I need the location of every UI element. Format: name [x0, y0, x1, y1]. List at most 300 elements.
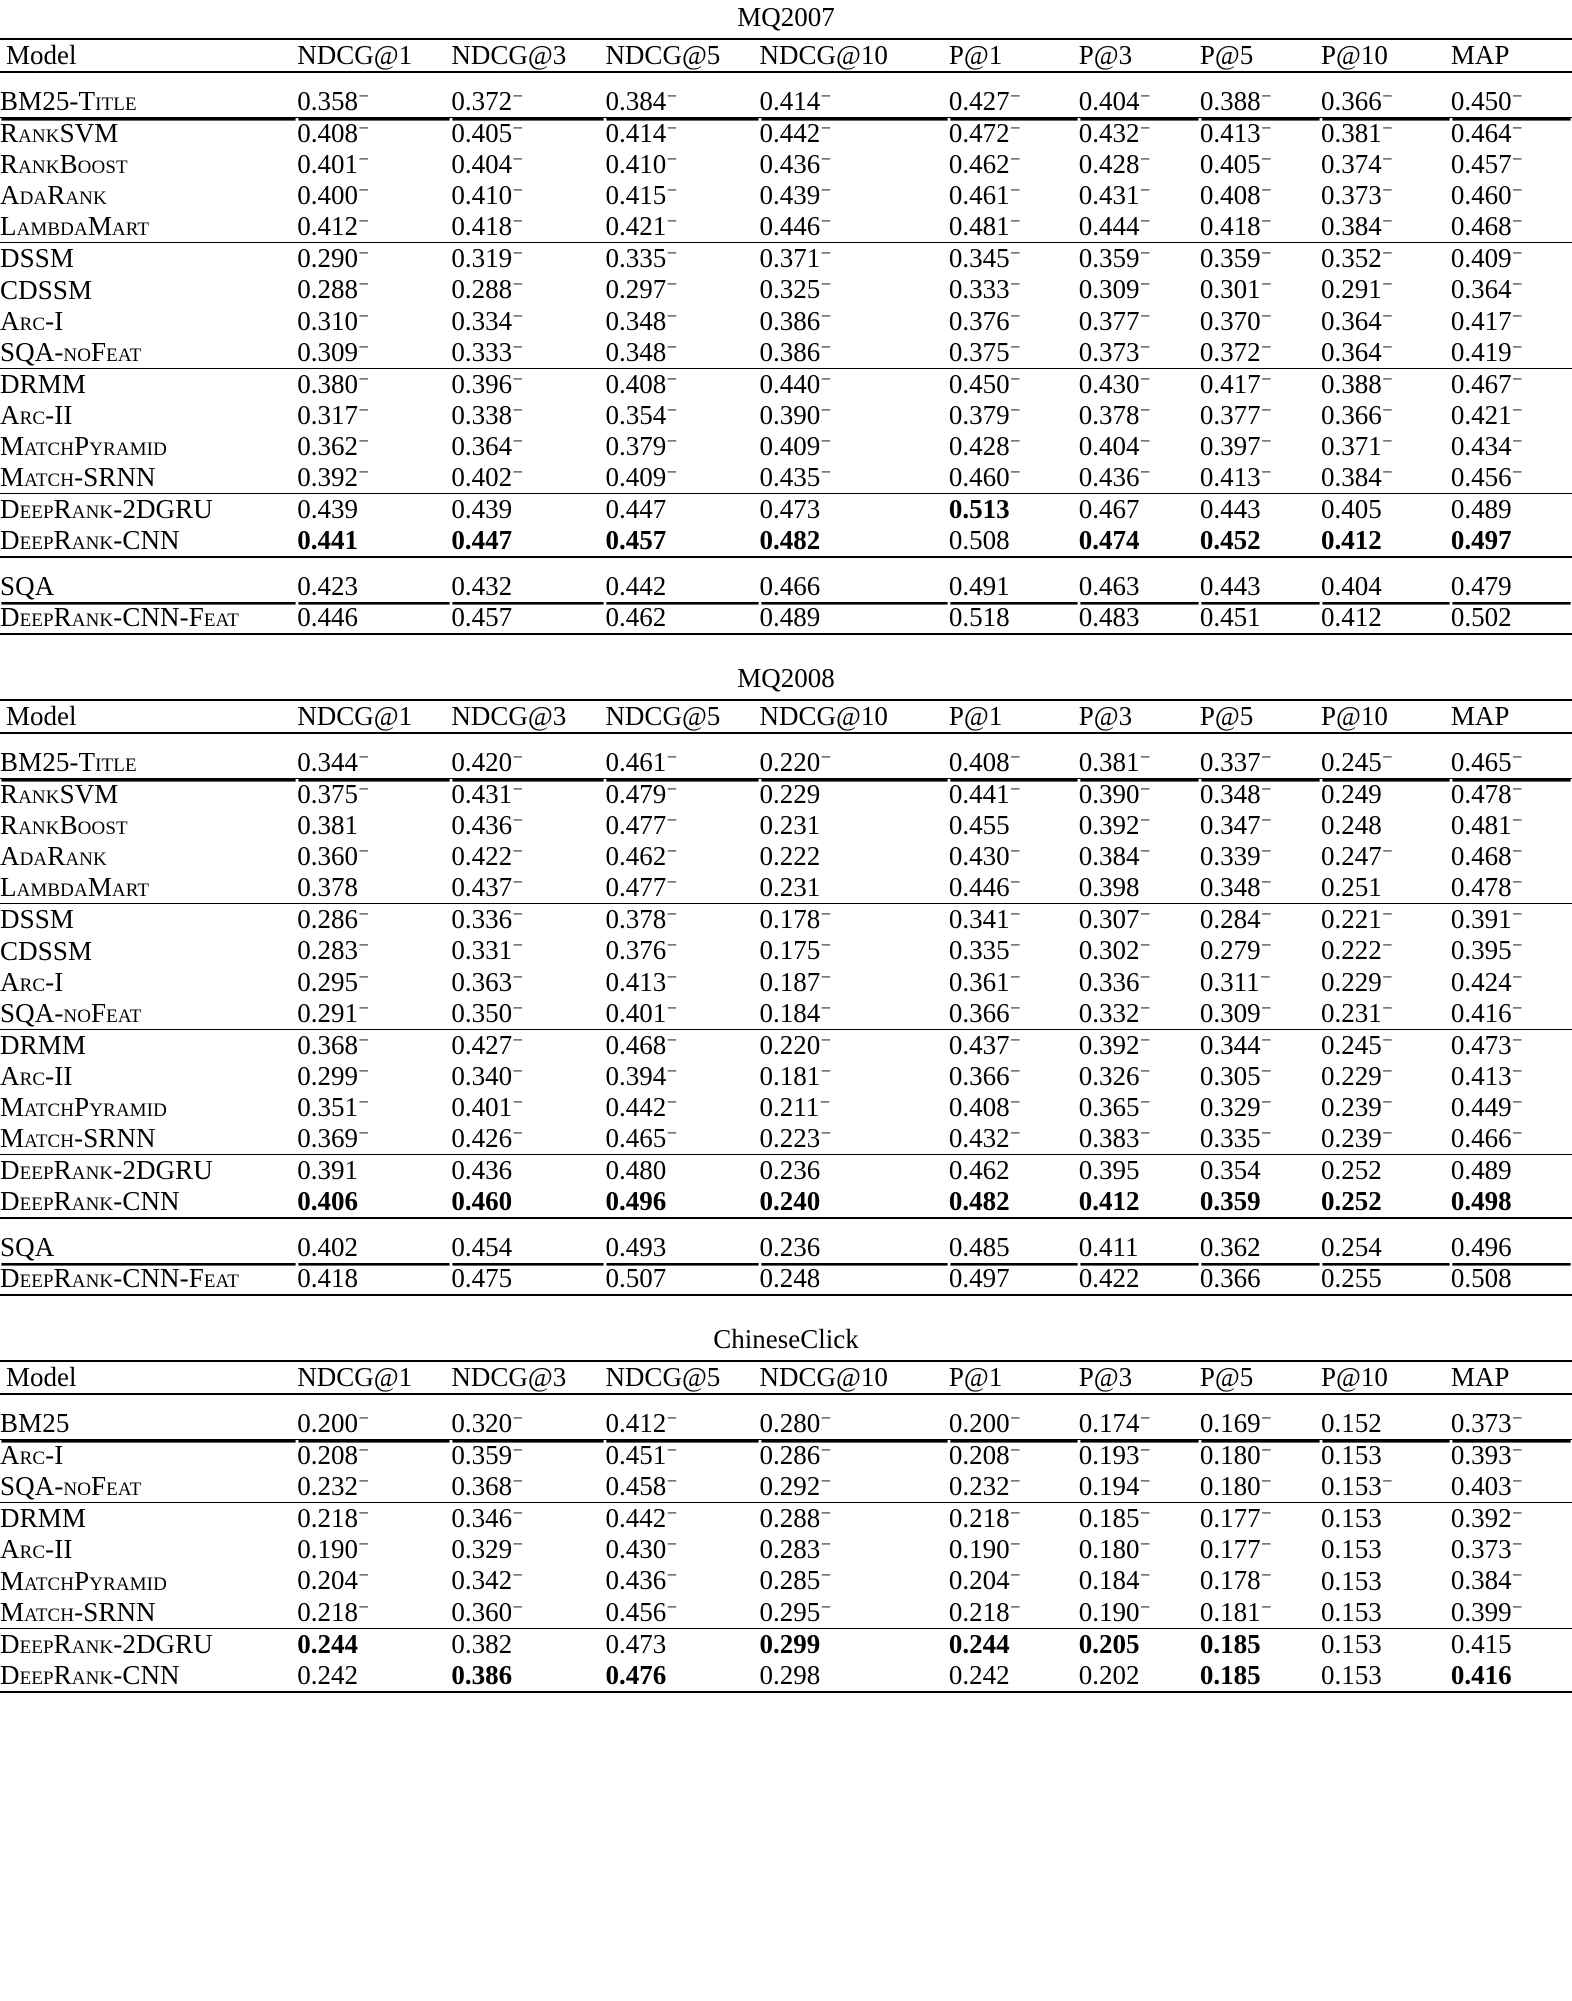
significance-minus-marker: −	[820, 966, 832, 987]
model-name-cell: SQA-noFeat	[0, 1471, 142, 1502]
metric-cell: 0.386	[451, 1659, 513, 1690]
metric-cell: 0.457−	[1450, 149, 1523, 180]
significance-minus-marker: −	[666, 243, 678, 264]
metric-cell: 0.354−	[605, 399, 678, 430]
table-row	[0, 779, 1572, 811]
significance-minus-marker: −	[1140, 997, 1151, 1018]
metric-cell: 0.475	[451, 1263, 513, 1294]
metric-cell: 0.513	[949, 494, 1079, 526]
table-row	[0, 337, 1572, 369]
column-header-model: Model	[0, 700, 297, 733]
metric-cell: 0.208−	[297, 1440, 451, 1472]
significance-minus-marker: −	[1261, 461, 1272, 482]
metric-cell: 0.491	[949, 557, 1079, 602]
metric-cell: 0.457	[451, 602, 513, 633]
significance-minus-marker: −	[358, 211, 369, 232]
metric-cell: 0.428−	[1078, 149, 1151, 180]
significance-minus-marker: −	[512, 1471, 523, 1492]
significance-minus-marker: −	[512, 1060, 523, 1081]
metric-cell: 0.441	[297, 525, 358, 556]
metric-cell: 0.295−	[297, 966, 369, 997]
significance-minus-marker: −	[666, 1440, 678, 1461]
model-name-cell: SQA	[0, 1218, 297, 1263]
significance-minus-marker: −	[820, 1565, 832, 1586]
metric-cell: 0.426−	[451, 1122, 523, 1154]
significance-minus-marker: −	[358, 1565, 369, 1586]
metric-cell: 0.412	[1078, 1186, 1140, 1217]
significance-minus-marker: −	[358, 368, 369, 389]
significance-minus-marker: −	[512, 399, 523, 420]
significance-minus-marker: −	[512, 1408, 523, 1429]
significance-minus-marker: −	[1261, 747, 1272, 768]
metric-cell: 0.366−	[1320, 399, 1393, 430]
significance-minus-marker: −	[1010, 1503, 1021, 1524]
significance-minus-marker: −	[358, 1029, 369, 1050]
metric-cell: 0.307−	[1079, 904, 1200, 936]
significance-minus-marker: −	[1382, 243, 1393, 264]
significance-minus-marker: −	[1512, 336, 1523, 357]
significance-minus-marker: −	[820, 747, 832, 768]
significance-minus-marker: −	[1010, 1534, 1021, 1555]
significance-minus-marker: −	[1261, 841, 1272, 862]
significance-minus-marker: −	[358, 841, 369, 862]
significance-minus-marker: −	[1261, 336, 1272, 357]
significance-minus-marker: −	[666, 430, 678, 451]
significance-minus-marker: −	[666, 1060, 678, 1081]
metric-cell: 0.359−	[1079, 243, 1200, 275]
metric-cell: 0.220−	[760, 1029, 949, 1061]
metric-cell: 0.439−	[759, 180, 832, 211]
significance-minus-marker: −	[820, 904, 832, 925]
significance-minus-marker: −	[1140, 1091, 1151, 1112]
metric-cell: 0.373−	[1451, 1394, 1572, 1440]
metric-cell: 0.420−	[451, 733, 605, 779]
metric-cell: 0.185	[1199, 1659, 1261, 1690]
metric-cell: 0.409−	[759, 430, 832, 461]
metric-cell: 0.430−	[1079, 368, 1200, 400]
model-name-cell: DRMM	[0, 1503, 297, 1535]
significance-minus-marker: −	[1512, 872, 1523, 893]
metric-cell: 0.204−	[948, 1565, 1021, 1596]
metric-cell: 0.408−	[1199, 180, 1272, 211]
metric-cell: 0.372−	[451, 72, 605, 118]
metric-cell: 0.309−	[1078, 274, 1151, 305]
metric-cell: 0.397−	[1199, 430, 1272, 461]
significance-minus-marker: −	[1010, 966, 1021, 987]
significance-minus-marker: −	[358, 747, 369, 768]
metric-cell: 0.465−	[1451, 733, 1572, 779]
metric-cell: 0.421−	[605, 211, 678, 242]
significance-minus-marker: −	[1512, 1060, 1523, 1081]
significance-minus-marker: −	[1512, 118, 1523, 139]
model-name-cell: Arc-I	[0, 1440, 297, 1472]
metric-cell: 0.358−	[297, 72, 451, 118]
significance-minus-marker: −	[666, 461, 678, 482]
metric-cell: 0.242	[297, 1659, 358, 1690]
significance-minus-marker: −	[1140, 810, 1151, 831]
metric-cell: 0.288−	[297, 274, 369, 305]
metric-cell: 0.384−	[1320, 461, 1393, 493]
metric-cell: 0.476	[605, 1659, 667, 1690]
significance-minus-marker: −	[1382, 997, 1393, 1018]
metric-cell: 0.384−	[1078, 841, 1151, 872]
significance-minus-marker: −	[1261, 211, 1272, 232]
metric-cell: 0.466	[760, 557, 949, 602]
significance-minus-marker: −	[1140, 1565, 1151, 1586]
significance-minus-marker: −	[1010, 118, 1021, 139]
metric-cell: 0.222−	[1320, 935, 1393, 966]
metric-cell: 0.432−	[948, 1122, 1021, 1154]
column-header-p-3: P@3	[1079, 1361, 1200, 1394]
metric-cell: 0.380−	[297, 368, 451, 400]
metric-cell: 0.254	[1321, 1218, 1451, 1263]
metric-cell: 0.392−	[1079, 1029, 1200, 1061]
significance-minus-marker: −	[1261, 243, 1272, 264]
metric-cell: 0.405	[1321, 494, 1451, 526]
metric-cell: 0.415−	[605, 180, 678, 211]
metric-cell: 0.450−	[949, 368, 1079, 400]
significance-minus-marker: −	[1261, 904, 1272, 925]
table-row	[0, 1660, 1572, 1692]
significance-minus-marker: −	[358, 399, 369, 420]
metric-cell: 0.335−	[605, 243, 759, 275]
metric-cell: 0.339−	[1199, 841, 1272, 872]
metric-cell: 0.413−	[1450, 1060, 1523, 1091]
significance-minus-marker: −	[820, 1122, 832, 1143]
metric-cell: 0.468−	[1450, 211, 1523, 242]
metric-cell: 0.359	[1199, 1186, 1261, 1217]
metric-cell: 0.204−	[297, 1565, 369, 1596]
significance-minus-marker: −	[1512, 368, 1523, 389]
table-row	[0, 1597, 1572, 1629]
significance-minus-marker: −	[1512, 305, 1523, 326]
significance-minus-marker: −	[1010, 1091, 1021, 1112]
significance-minus-marker: −	[1140, 149, 1151, 170]
table-row	[0, 72, 1572, 118]
metric-cell: 0.221−	[1321, 904, 1451, 936]
model-name-cell: AdaRank	[0, 180, 107, 211]
table-row	[0, 1471, 1572, 1503]
significance-minus-marker: −	[358, 1122, 369, 1143]
significance-minus-marker: −	[1140, 1503, 1151, 1524]
significance-minus-marker: −	[820, 430, 832, 451]
significance-minus-marker: −	[512, 430, 523, 451]
table-row	[0, 998, 1572, 1030]
significance-minus-marker: −	[666, 1503, 678, 1524]
table-row	[0, 967, 1572, 998]
metric-cell: 0.200−	[949, 1394, 1079, 1440]
significance-minus-marker: −	[512, 1122, 523, 1143]
metric-cell: 0.468−	[605, 1029, 759, 1061]
metric-cell: 0.460−	[948, 461, 1021, 493]
metric-cell: 0.366	[1199, 1263, 1261, 1294]
metric-cell: 0.376−	[948, 305, 1021, 336]
metric-cell: 0.295−	[759, 1596, 832, 1627]
significance-minus-marker: −	[512, 180, 523, 201]
model-name-cell: Arc-II	[0, 399, 73, 430]
metric-cell: 0.489	[1451, 494, 1572, 526]
table-row	[0, 733, 1572, 779]
significance-minus-marker: −	[820, 461, 832, 482]
metric-cell: 0.478−	[1450, 872, 1523, 903]
model-name-cell: DSSM	[0, 904, 297, 936]
significance-minus-marker: −	[1010, 211, 1021, 232]
significance-minus-marker: −	[1140, 118, 1151, 139]
significance-minus-marker: −	[666, 368, 678, 389]
significance-minus-marker: −	[1261, 1440, 1272, 1461]
significance-minus-marker: −	[820, 274, 832, 295]
metric-cell: 0.489	[759, 602, 821, 633]
significance-minus-marker: −	[666, 336, 678, 357]
model-name-cell: DeepRank-CNN	[0, 1186, 180, 1217]
metric-cell: 0.435−	[759, 461, 832, 493]
model-name-cell: DeepRank-CNN	[0, 525, 180, 556]
metric-cell: 0.493	[605, 1218, 759, 1263]
metric-cell: 0.348−	[605, 336, 678, 367]
metric-cell: 0.309−	[1199, 997, 1272, 1028]
metric-cell: 0.404	[1321, 557, 1451, 602]
significance-minus-marker: −	[512, 1596, 523, 1617]
metric-cell: 0.351−	[297, 1091, 369, 1122]
significance-minus-marker: −	[1010, 1122, 1021, 1143]
metric-cell: 0.378−	[1078, 399, 1151, 430]
significance-minus-marker: −	[1140, 1440, 1151, 1461]
metric-cell: 0.391−	[1451, 904, 1572, 936]
metric-cell: 0.373−	[1450, 1534, 1523, 1565]
significance-minus-marker: −	[1382, 180, 1393, 201]
significance-minus-marker: −	[1261, 1029, 1272, 1050]
metric-cell: 0.422	[1078, 1263, 1140, 1294]
metric-cell: 0.373−	[1320, 180, 1393, 211]
metric-cell: 0.181−	[1199, 1596, 1272, 1627]
column-header-ndcg-3: NDCG@3	[451, 1361, 605, 1394]
metric-cell: 0.405−	[1199, 149, 1272, 180]
significance-minus-marker: −	[358, 1534, 369, 1555]
significance-minus-marker: −	[358, 1408, 369, 1429]
significance-minus-marker: −	[666, 1029, 678, 1050]
metric-cell: 0.409−	[605, 461, 678, 493]
metric-cell: 0.400−	[297, 180, 369, 211]
significance-minus-marker: −	[1512, 841, 1523, 862]
model-name-cell: Arc-II	[0, 1060, 73, 1091]
model-name-cell: RankSVM	[0, 118, 297, 150]
metric-cell: 0.335−	[1199, 1122, 1272, 1154]
significance-minus-marker: −	[1140, 904, 1151, 925]
significance-minus-marker: −	[512, 1440, 523, 1461]
metric-cell: 0.218−	[297, 1596, 369, 1627]
metric-cell: 0.404−	[1078, 430, 1151, 461]
metric-cell: 0.455	[948, 810, 1010, 841]
significance-minus-marker: −	[1140, 779, 1151, 800]
significance-minus-marker: −	[1512, 779, 1523, 800]
metric-cell: 0.181−	[759, 1060, 832, 1091]
table-caption: MQ2008	[737, 663, 835, 694]
column-header-p-10: P@10	[1321, 1361, 1451, 1394]
metric-cell: 0.436	[451, 1155, 605, 1187]
metric-cell: 0.152	[1321, 1394, 1451, 1440]
metric-cell: 0.302−	[1078, 935, 1151, 966]
metric-cell: 0.345−	[949, 243, 1079, 275]
significance-minus-marker: −	[1010, 841, 1021, 862]
significance-minus-marker: −	[1512, 1440, 1523, 1461]
significance-minus-marker: −	[1140, 305, 1151, 326]
metric-cell: 0.419−	[1450, 336, 1523, 367]
metric-cell: 0.178−	[760, 904, 949, 936]
significance-minus-marker: −	[666, 86, 678, 106]
model-name-cell: CDSSM	[0, 935, 93, 966]
metric-cell: 0.436−	[605, 1565, 678, 1596]
metric-cell: 0.390−	[759, 399, 832, 430]
metric-cell: 0.177−	[1200, 1503, 1321, 1535]
significance-minus-marker: −	[1010, 430, 1021, 451]
metric-cell: 0.451−	[605, 1440, 759, 1472]
metric-cell: 0.369−	[297, 1122, 369, 1154]
model-name-cell: SQA-noFeat	[0, 336, 142, 367]
significance-minus-marker: −	[1261, 1091, 1272, 1112]
metric-cell: 0.460	[451, 1186, 513, 1217]
results-table-mq2007	[0, 0, 1572, 635]
significance-minus-marker: −	[512, 747, 523, 768]
significance-minus-marker: −	[1140, 1122, 1151, 1143]
column-header-ndcg-1: NDCG@1	[297, 39, 451, 72]
significance-minus-marker: −	[666, 966, 678, 987]
metric-cell: 0.174−	[1079, 1394, 1200, 1440]
significance-minus-marker: −	[820, 1060, 832, 1081]
metric-cell: 0.446−	[759, 211, 832, 242]
metric-cell: 0.232−	[948, 1471, 1021, 1502]
significance-minus-marker: −	[358, 779, 369, 800]
significance-minus-marker: −	[666, 872, 678, 893]
metric-cell: 0.334−	[451, 305, 523, 336]
significance-minus-marker: −	[820, 243, 832, 264]
metric-cell: 0.352−	[1321, 243, 1451, 275]
significance-minus-marker: −	[820, 935, 832, 956]
metric-cell: 0.446	[297, 602, 358, 633]
metric-cell: 0.388−	[1200, 72, 1321, 118]
metric-cell: 0.410−	[451, 180, 523, 211]
metric-cell: 0.427−	[451, 1029, 605, 1061]
metric-cell: 0.240	[759, 1186, 821, 1217]
metric-cell: 0.404−	[1079, 72, 1200, 118]
significance-minus-marker: −	[512, 872, 523, 893]
significance-minus-marker: −	[512, 274, 523, 295]
significance-minus-marker: −	[1140, 368, 1151, 389]
table-row	[0, 1534, 1572, 1565]
significance-minus-marker: −	[1010, 149, 1021, 170]
table-row	[0, 211, 1572, 243]
metric-cell: 0.363−	[451, 966, 523, 997]
metric-cell: 0.461−	[948, 180, 1021, 211]
metric-cell: 0.231	[759, 810, 821, 841]
metric-cell: 0.153	[1321, 1503, 1451, 1535]
column-header-p-1: P@1	[949, 39, 1079, 72]
metric-cell: 0.478−	[1451, 779, 1572, 811]
significance-minus-marker: −	[512, 1029, 523, 1050]
significance-minus-marker: −	[358, 274, 369, 295]
metric-cell: 0.480	[605, 1155, 759, 1187]
metric-cell: 0.319−	[451, 243, 605, 275]
metric-cell: 0.211−	[759, 1091, 831, 1122]
metric-cell: 0.279−	[1199, 935, 1272, 966]
metric-cell: 0.477−	[605, 810, 678, 841]
significance-minus-marker: −	[358, 336, 369, 357]
significance-minus-marker: −	[820, 149, 832, 170]
metric-cell: 0.498	[1450, 1186, 1512, 1217]
metric-cell: 0.190−	[297, 1534, 369, 1565]
metric-cell: 0.190−	[1078, 1596, 1151, 1627]
significance-minus-marker: −	[1382, 368, 1393, 389]
metric-cell: 0.283−	[759, 1534, 832, 1565]
metric-cell: 0.417−	[1450, 305, 1523, 336]
significance-minus-marker: −	[1382, 118, 1393, 139]
metric-cell: 0.185−	[1079, 1503, 1200, 1535]
significance-minus-marker: −	[1010, 243, 1021, 264]
metric-cell: 0.437−	[451, 872, 523, 903]
table-row	[0, 557, 1572, 602]
metric-cell: 0.338−	[451, 399, 523, 430]
metric-cell: 0.365−	[1078, 1091, 1151, 1122]
column-header-ndcg-5: NDCG@5	[605, 39, 759, 72]
significance-minus-marker: −	[1261, 274, 1272, 295]
significance-minus-marker: −	[666, 779, 678, 800]
metric-cell: 0.377−	[1078, 305, 1151, 336]
metric-cell: 0.336−	[451, 904, 605, 936]
metric-cell: 0.325−	[759, 274, 832, 305]
metric-cell: 0.382	[451, 1628, 605, 1660]
significance-minus-marker: −	[1512, 86, 1523, 106]
metric-cell: 0.401−	[451, 1091, 523, 1122]
table-row	[0, 243, 1572, 275]
table-row	[0, 1440, 1572, 1472]
significance-minus-marker: −	[1010, 1565, 1021, 1586]
metric-cell: 0.368−	[297, 1029, 451, 1061]
significance-minus-marker: −	[1261, 305, 1272, 326]
metric-cell: 0.489	[1451, 1155, 1572, 1187]
table-row	[0, 1218, 1572, 1263]
metric-cell: 0.310−	[297, 305, 369, 336]
metric-cell: 0.485	[949, 1218, 1079, 1263]
significance-minus-marker: −	[1512, 1596, 1523, 1617]
metric-cell: 0.375−	[948, 336, 1021, 367]
metric-cell: 0.424−	[1450, 966, 1523, 997]
significance-minus-marker: −	[1382, 935, 1393, 956]
metric-cell: 0.341−	[949, 904, 1079, 936]
significance-minus-marker: −	[820, 1596, 832, 1617]
metric-cell: 0.408−	[948, 1091, 1021, 1122]
model-name-cell: RankSVM	[0, 779, 297, 811]
significance-minus-marker: −	[820, 368, 832, 389]
metric-cell: 0.403−	[1450, 1471, 1523, 1502]
metric-cell: 0.381−	[1321, 118, 1451, 150]
column-header-model: Model	[0, 1361, 297, 1394]
significance-minus-marker: −	[1512, 180, 1523, 201]
significance-minus-marker: −	[1261, 810, 1272, 831]
significance-minus-marker: −	[1382, 1091, 1393, 1112]
metric-cell: 0.348−	[605, 305, 678, 336]
metric-cell: 0.368−	[451, 1471, 523, 1502]
metric-cell: 0.344−	[297, 733, 451, 779]
significance-minus-marker: −	[1261, 149, 1272, 170]
significance-minus-marker: −	[820, 211, 832, 232]
metric-cell: 0.392−	[297, 461, 369, 493]
model-name-cell: Arc-II	[0, 1534, 73, 1565]
metric-cell: 0.462−	[605, 841, 678, 872]
column-header-ndcg-3: NDCG@3	[451, 39, 605, 72]
significance-minus-marker: −	[512, 211, 523, 232]
results-table	[0, 38, 1572, 635]
significance-minus-marker: −	[666, 904, 678, 925]
metric-cell: 0.412−	[297, 211, 369, 242]
